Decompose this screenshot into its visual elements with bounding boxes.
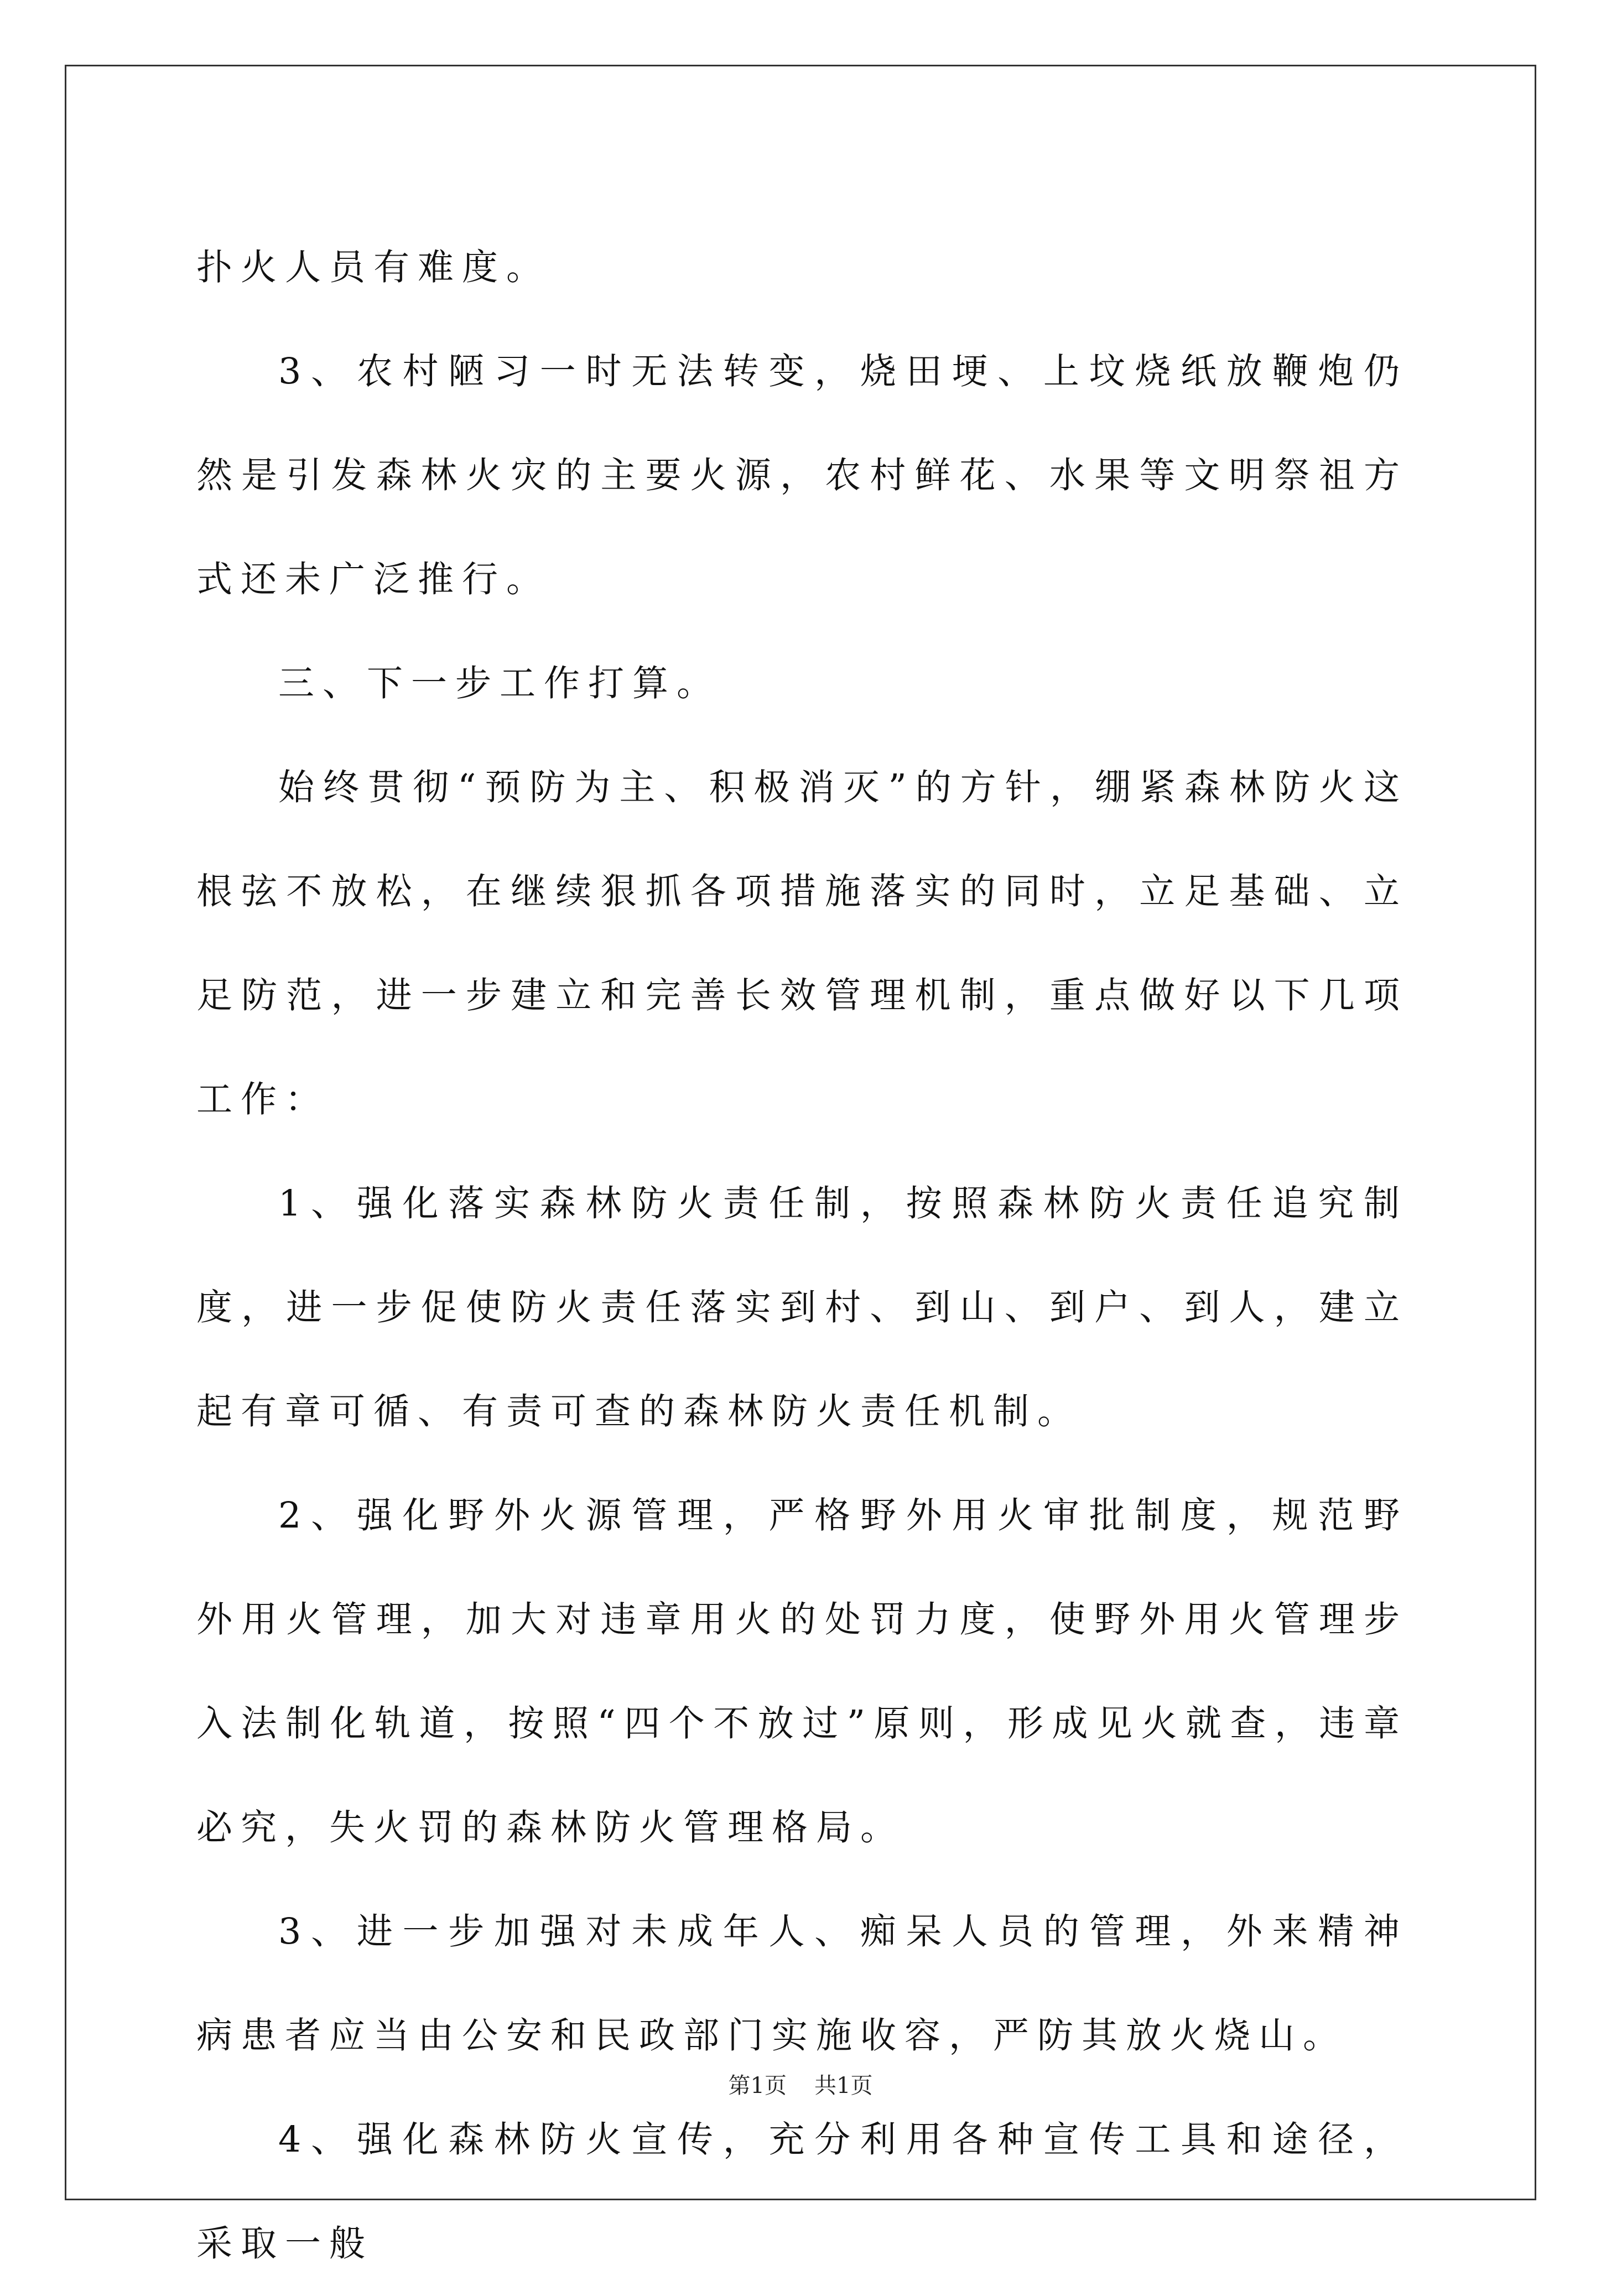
document-body (196, 216, 1408, 2296)
paragraph-4: 始终贯彻“预防为主、积极消灭”的方针，绷紧森林防火这根弦不放松，在继续狠抓各项措施落实的同时，立足基础、立足防范，进一步建立和完善长效管理机制，重点做好以下几项工作： (196, 767, 1408, 1120)
page-total: 共1页 (814, 2073, 873, 2098)
paragraph-5: 1、强化落实森林防火责任制，按照森林防火责任追究制度，进一步促使防火责任落实到村、到山、到户、到人，建立起有章可循、有责可查的森林防火责任机制。 (196, 1183, 1408, 1432)
paragraph-6: 2、强化野外火源管理，严格野外用火审批制度，规范野外用火管理，加大对违章用火的处罚力度，使野外用火管理步入法制化轨道，按照“四个不放过”原则，形成见火就查，违章必究，失火罚的森林防火管理格局。 (196, 1495, 1408, 1848)
page-number: 第1页 (728, 2073, 787, 2098)
paragraph-2: 3、农村陋习一时无法转变，烧田埂、上坟烧纸放鞭炮仍然是引发森林火灾的主要火源，农村鲜花、水果等文明祭祖方式还未广泛推行。 (196, 351, 1408, 600)
paragraph-1: 扑火人员有难度。 (196, 247, 551, 288)
paragraph-7: 3、进一步加强对未成年人、痴呆人员的管理，外来精神病患者应当由公安和民政部门实施收容，严防其放火烧山。 (196, 1911, 1408, 2056)
paragraph-8: 4、强化森林防火宣传，充分利用各种宣传工具和途径，采取一般 (196, 2119, 1408, 2264)
page-footer (0, 2069, 1601, 2102)
paragraph-3: 三、下一步工作打算。 (278, 663, 721, 704)
